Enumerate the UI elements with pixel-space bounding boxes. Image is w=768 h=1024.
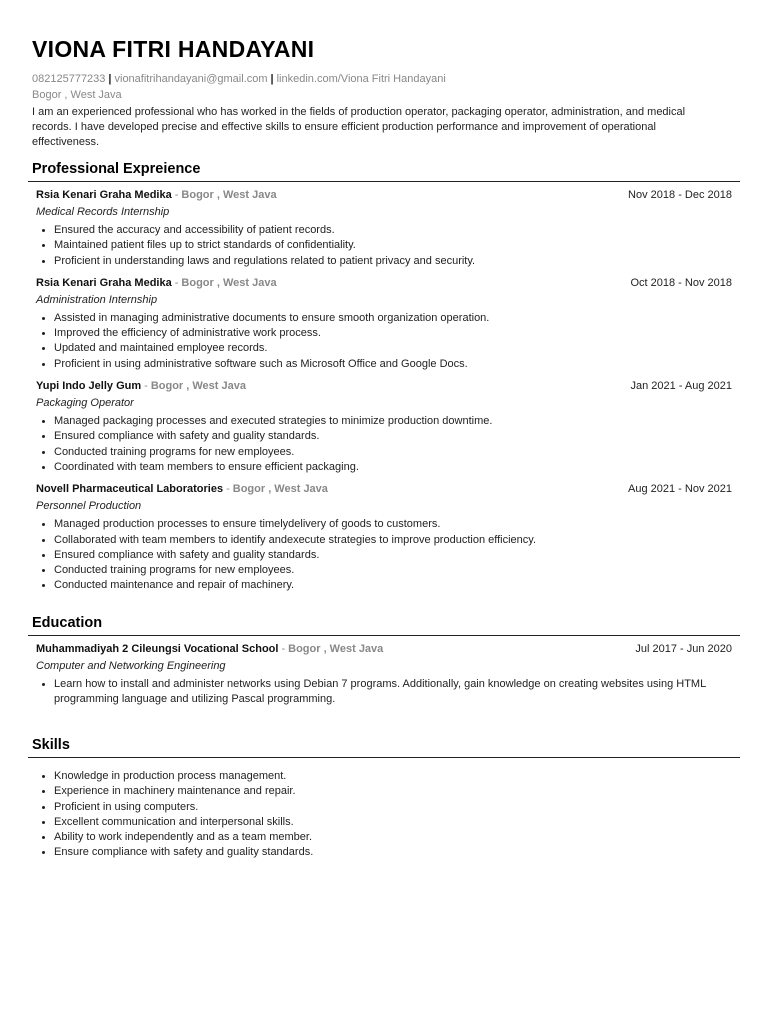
section-divider (28, 757, 740, 758)
bullet-item: • Ensured compliance with safety and guality standards. (54, 429, 732, 444)
bullet-item: • Maintained patient files up to strict standards of confidentiality. (54, 238, 732, 253)
entry-item (36, 641, 732, 708)
entry-header (36, 187, 732, 203)
phone-number: 082125777233 (32, 73, 106, 85)
entry-role: Medical Records Internship (36, 206, 170, 218)
section-divider (28, 181, 740, 182)
entry-location: Bogor , West Java (181, 276, 277, 289)
contact-separator: | (108, 73, 112, 85)
bullet-item: • Conducted maintenance and repair of machinery. (54, 578, 732, 593)
organization-name: Rsia Kenari Graha Medika (36, 189, 172, 201)
bullet-item: • Conducted training programs for new employees. (54, 445, 732, 460)
entry-role: Personnel Production (36, 500, 142, 513)
entry-location: Bogor , West Java (288, 643, 384, 655)
entry-location: Bogor , West Java (150, 380, 246, 393)
bullet-item: • Collaborated with team members to identify andexecute strategies to improve production efficiency. (54, 533, 732, 548)
entry-header (36, 275, 732, 291)
section-title-experience: Professional Expreience (32, 161, 201, 177)
bullet-list (36, 223, 732, 269)
skills-section (30, 737, 742, 861)
bullet-item: • Ensured the accuracy and accessibility of patient records. (54, 223, 732, 238)
bullet-item: • Ensured compliance with safety and guality standards. (54, 548, 732, 563)
bullet-list (36, 517, 732, 593)
bullet-item: • Assisted in managing administrative documents to ensure smooth organization operation. (54, 311, 732, 326)
organization-name: Yupi Indo Jelly Gum (36, 380, 142, 393)
entry-location: Bogor , West Java (232, 483, 328, 496)
entry-dates: Jan 2021 - Aug 2021 (630, 380, 732, 393)
entry-location: Bogor , West Java (181, 189, 277, 201)
email-link[interactable]: vionafitrihandayani@gmail.com (114, 73, 268, 85)
skill-item: • Excellent communication and interpersonal skills. (54, 815, 742, 830)
organization-name: Novell Pharmaceutical Laboratories (36, 483, 224, 496)
bullet-list (36, 414, 732, 475)
separator-dash: - (281, 643, 286, 655)
bullet-item: • Proficient in understanding laws and regulations related to patient privacy and security. (54, 254, 732, 269)
organization-name: Muhammadiyah 2 Cileungsi Vocational School (36, 643, 279, 655)
profile-summary: I am an experienced professional who has worked in the fields of production operator, packaging operator, administration, and medical records. I have developed precise and effective skills to ensure efficient production performance and improvement of operational effectiveness. (32, 106, 686, 148)
bullet-list (36, 677, 732, 708)
skill-item: • Ensure compliance with safety and guality standards. (54, 845, 742, 860)
contact-separator: | (270, 73, 274, 85)
entry-dates: Aug 2021 - Nov 2021 (628, 483, 732, 496)
separator-dash: - (174, 189, 179, 201)
education-section (30, 615, 742, 708)
separator-dash: - (226, 483, 230, 496)
entry-item (36, 275, 732, 372)
experience-section (30, 161, 742, 594)
contact-line (32, 72, 740, 87)
organization-name: Rsia Kenari Graha Medika (36, 276, 172, 289)
entry-dates: Jul 2017 - Jun 2020 (635, 643, 732, 655)
bullet-item: • Managed production processes to ensure timelydelivery of goods to customers. (54, 517, 732, 532)
education-list (30, 641, 742, 708)
entry-dates: Oct 2018 - Nov 2018 (630, 276, 732, 289)
separator-dash: - (174, 276, 179, 289)
skill-item: • Proficient in using computers. (54, 800, 742, 815)
skill-item: • Ability to work independently and as a team member. (54, 830, 742, 845)
linkedin-link[interactable]: linkedin.com/Viona Fitri Handayani (276, 73, 446, 85)
bullet-item: • Improved the efficiency of administrative work process. (54, 326, 732, 341)
candidate-location: Bogor , West Java (32, 89, 122, 101)
entry-role: Administration Internship (36, 293, 158, 306)
bullet-list (36, 311, 732, 372)
skill-item: • Knowledge in production process management. (54, 769, 742, 784)
bullet-item: • Coordinated with team members to ensure efficient packaging. (54, 460, 732, 475)
skill-item: • Experience in machinery maintenance and repair. (54, 784, 742, 799)
section-title-skills: Skills (32, 737, 70, 753)
bullet-item: • Updated and maintained employee records. (54, 341, 732, 356)
section-divider (28, 635, 740, 636)
entry-role: Computer and Networking Engineering (36, 660, 226, 672)
bullet-item: • Learn how to install and administer networks using Debian 7 programs. Additionally, gain knowledge on creating websites using HTML programming language and utilizing Pascal programming. (54, 677, 732, 708)
entry-header (36, 378, 732, 394)
bullet-item: • Managed packaging processes and executed strategies to minimize production downtime. (54, 414, 732, 429)
separator-dash: - (144, 380, 148, 393)
candidate-name: VIONA FITRI HANDAYANI (32, 36, 315, 62)
bullet-item: • Proficient in using administrative software such as Microsoft Office and Google Docs. (54, 357, 732, 372)
entry-item (36, 378, 732, 475)
entry-header (36, 481, 732, 497)
bullet-item: • Conducted training programs for new employees. (54, 563, 732, 578)
resume-header (30, 36, 740, 150)
entry-item (36, 481, 732, 593)
entry-item (36, 187, 732, 269)
section-title-education: Education (32, 615, 103, 631)
entry-header (36, 641, 732, 657)
entry-dates: Nov 2018 - Dec 2018 (628, 189, 732, 201)
skills-list (36, 769, 742, 861)
entry-role: Packaging Operator (36, 397, 134, 410)
experience-list (30, 187, 742, 594)
